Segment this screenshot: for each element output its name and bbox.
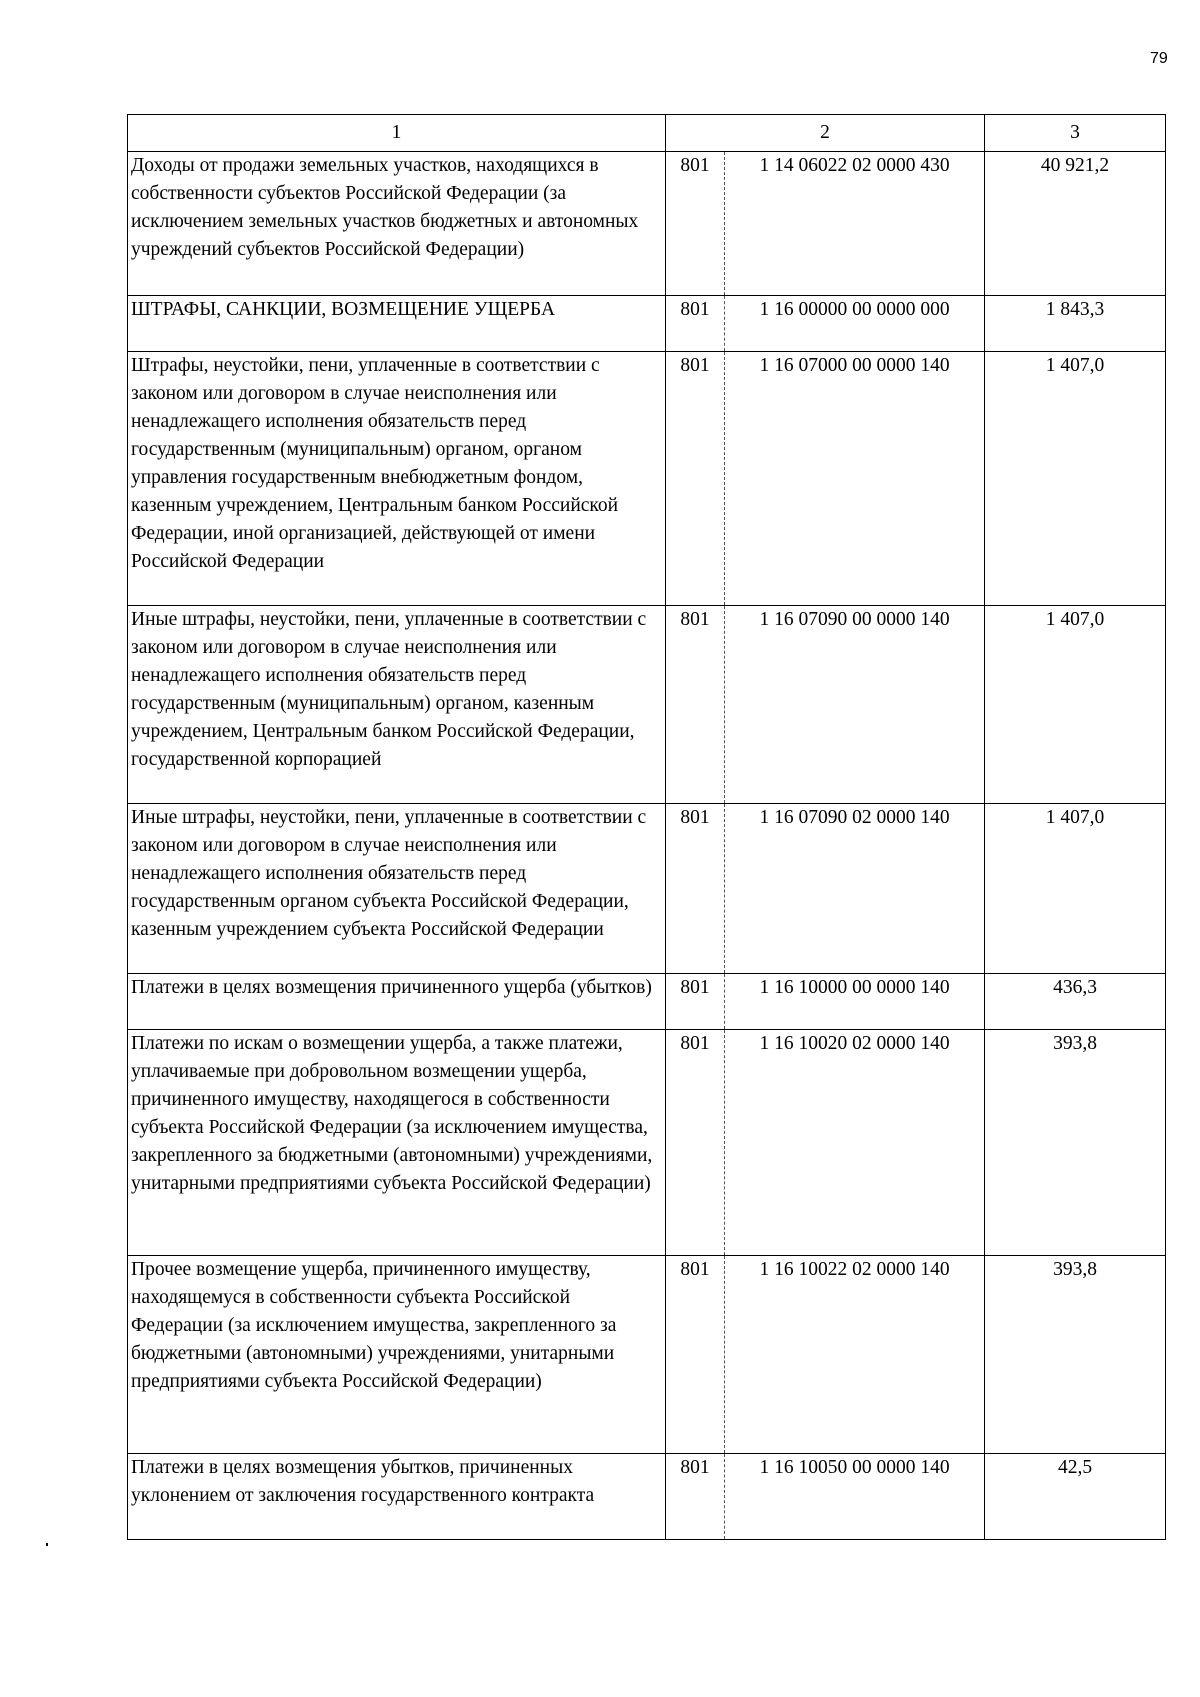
row-amount: 393,8 <box>985 1030 1166 1256</box>
row-budget-code: 1 16 07090 02 0000 140 <box>725 804 985 974</box>
column-header-2: 2 <box>666 115 985 152</box>
table-row <box>128 296 1166 352</box>
row-name: Иные штрафы, неустойки, пени, уплаченные в соответствии с законом или договором в случае неисполнения или ненадлежащего исполнения обязательств перед государственным органом субъекта Российской Федерации, казенным учреждением субъекта Российской Федерации <box>128 804 666 974</box>
table-row <box>128 152 1166 296</box>
row-name: Штрафы, неустойки, пени, уплаченные в соответствии с законом или договором в случае неисполнения или ненадлежащего исполнения обязательств перед государственным (муниципальным) органом, органом управления государственным внебюджетным фондом, казенным учреждением, Центральным банком Российской Федерации, иной организацией, действующей от имени Российской Федерации <box>128 352 666 606</box>
row-budget-code: 1 16 10020 02 0000 140 <box>725 1030 985 1256</box>
row-amount: 393,8 <box>985 1256 1166 1454</box>
row-amount: 1 407,0 <box>985 352 1166 606</box>
row-budget-code: 1 16 10022 02 0000 140 <box>725 1256 985 1454</box>
table-row <box>128 606 1166 804</box>
revenue-table <box>127 114 1166 1540</box>
row-name: Платежи в целях возмещения убытков, причиненных уклонением от заключения государственного контракта <box>128 1454 666 1540</box>
row-name: ШТРАФЫ, САНКЦИИ, ВОЗМЕЩЕНИЕ УЩЕРБА <box>128 296 666 352</box>
row-amount: 1 843,3 <box>985 296 1166 352</box>
row-amount: 436,3 <box>985 974 1166 1030</box>
row-budget-code: 1 16 07090 00 0000 140 <box>725 606 985 804</box>
column-header-1: 1 <box>128 115 666 152</box>
row-admin-code: 801 <box>666 606 725 804</box>
table-row <box>128 974 1166 1030</box>
row-admin-code: 801 <box>666 352 725 606</box>
table-row <box>128 1256 1166 1454</box>
row-admin-code: 801 <box>666 1454 725 1540</box>
row-amount: 1 407,0 <box>985 804 1166 974</box>
table-row <box>128 352 1166 606</box>
row-amount: 1 407,0 <box>985 606 1166 804</box>
table-header-row <box>128 115 1166 152</box>
table-row <box>128 1454 1166 1540</box>
row-budget-code: 1 16 10050 00 0000 140 <box>725 1454 985 1540</box>
scan-speck <box>46 1543 48 1546</box>
row-budget-code: 1 16 10000 00 0000 140 <box>725 974 985 1030</box>
table-row <box>128 804 1166 974</box>
column-header-3: 3 <box>985 115 1166 152</box>
row-amount: 42,5 <box>985 1454 1166 1540</box>
row-name: Платежи в целях возмещения причиненного ущерба (убытков) <box>128 974 666 1030</box>
row-name: Прочее возмещение ущерба, причиненного имуществу, находящемуся в собственности субъекта Российской Федерации (за исключением имущества, закрепленного за бюджетными (автономными) учреждениями, унитарными предприятиями субъекта Российской Федерации) <box>128 1256 666 1454</box>
row-amount: 40 921,2 <box>985 152 1166 296</box>
row-admin-code: 801 <box>666 804 725 974</box>
row-budget-code: 1 14 06022 02 0000 430 <box>725 152 985 296</box>
row-budget-code: 1 16 07000 00 0000 140 <box>725 352 985 606</box>
row-admin-code: 801 <box>666 152 725 296</box>
row-admin-code: 801 <box>666 1256 725 1454</box>
page-number: 79 <box>1150 50 1168 67</box>
table-row <box>128 1030 1166 1256</box>
row-name: Доходы от продажи земельных участков, находящихся в собственности субъектов Российской Федерации (за исключением земельных участков бюджетных и автономных учреждений субъектов Российской Федерации) <box>128 152 666 296</box>
row-admin-code: 801 <box>666 1030 725 1256</box>
row-budget-code: 1 16 00000 00 0000 000 <box>725 296 985 352</box>
row-name: Платежи по искам о возмещении ущерба, а также платежи, уплачиваемые при добровольном возмещении ущерба, причиненного имуществу, находящегося в собственности субъекта Российской Федерации (за исключением имущества, закрепленного за бюджетными (автономными) учреждениями, унитарными предприятиями субъекта Российской Федерации) <box>128 1030 666 1256</box>
row-admin-code: 801 <box>666 296 725 352</box>
row-name: Иные штрафы, неустойки, пени, уплаченные в соответствии с законом или договором в случае неисполнения или ненадлежащего исполнения обязательств перед государственным (муниципальным) органом, казенным учреждением, Центральным банком Российской Федерации, государственной корпорацией <box>128 606 666 804</box>
row-admin-code: 801 <box>666 974 725 1030</box>
